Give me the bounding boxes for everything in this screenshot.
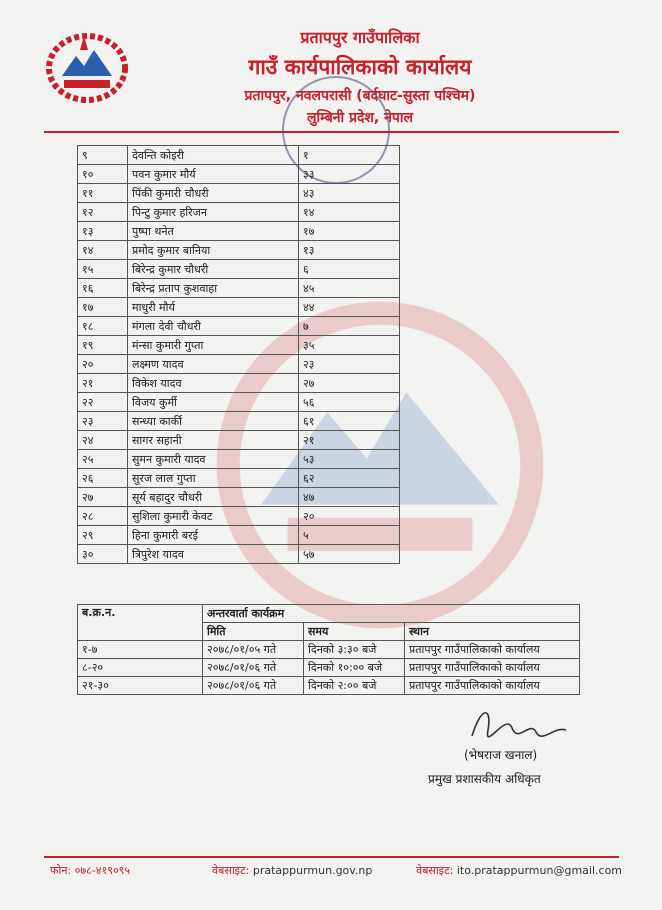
candidate-row bbox=[78, 431, 400, 450]
email-label: वेबसाइट: bbox=[416, 864, 454, 877]
roll-number-cell: ३५ bbox=[299, 336, 400, 355]
serial-cell: १० bbox=[78, 165, 128, 184]
footer-website bbox=[212, 863, 372, 878]
serial-cell: २९ bbox=[78, 526, 128, 545]
roll-number-cell: २१ bbox=[299, 431, 400, 450]
name-cell: पवन कुमार मौर्य bbox=[128, 165, 299, 184]
roll-number-cell: ६ bbox=[299, 260, 400, 279]
roll-number-cell: १३ bbox=[299, 241, 400, 260]
serial-cell: ११ bbox=[78, 184, 128, 203]
serial-cell: २८ bbox=[78, 507, 128, 526]
candidate-row bbox=[78, 469, 400, 488]
name-cell: बिरेन्द्र प्रताप कुशवाहा bbox=[128, 279, 299, 298]
roll-number-cell: २० bbox=[299, 507, 400, 526]
signatory-name: (भेषराज खनाल) bbox=[464, 748, 538, 762]
serial-cell: २२ bbox=[78, 393, 128, 412]
candidate-row bbox=[78, 545, 400, 564]
candidate-row bbox=[78, 355, 400, 374]
signatory-title: प्रमुख प्रशासकीय अधिकृत bbox=[428, 772, 541, 786]
serial-cell: १३ bbox=[78, 222, 128, 241]
name-cell: लक्ष्मण यादव bbox=[128, 355, 299, 374]
schedule-row bbox=[78, 677, 580, 695]
place-cell: प्रतापपुर गाउँपालिकाको कार्यालय bbox=[405, 641, 580, 659]
header-range: ब.क्र.न. bbox=[78, 605, 203, 641]
office-title: गाउँ कार्यपालिकाको कार्यालय bbox=[248, 55, 472, 79]
place-cell: प्रतापपुर गाउँपालिकाको कार्यालय bbox=[405, 659, 580, 677]
roll-number-cell: १ bbox=[299, 146, 400, 165]
serial-cell: ९ bbox=[78, 146, 128, 165]
name-cell: सुरज लाल गुप्ता bbox=[128, 469, 299, 488]
interview-schedule-table bbox=[77, 604, 580, 695]
serial-cell: ३० bbox=[78, 545, 128, 564]
range-cell: २१-३० bbox=[78, 677, 203, 695]
serial-cell: २१ bbox=[78, 374, 128, 393]
name-cell: त्रिपुरेश यादव bbox=[128, 545, 299, 564]
name-cell: सुमन कुमारी यादव bbox=[128, 450, 299, 469]
serial-cell: २७ bbox=[78, 488, 128, 507]
header-program: अन्तरवार्ता कार्यक्रम bbox=[203, 605, 580, 623]
date-cell: २०७८/०१/०५ गते bbox=[203, 641, 304, 659]
candidate-row bbox=[78, 241, 400, 260]
name-cell: पिंकी कुमारी चौधरी bbox=[128, 184, 299, 203]
serial-cell: १२ bbox=[78, 203, 128, 222]
name-cell: हिना कुमारी बरई bbox=[128, 526, 299, 545]
schedule-row bbox=[78, 641, 580, 659]
name-cell: सूर्य बहादुर चौधरी bbox=[128, 488, 299, 507]
province-line: लुम्बिनी प्रदेश, नेपाल bbox=[307, 110, 413, 126]
candidate-row bbox=[78, 165, 400, 184]
serial-cell: २६ bbox=[78, 469, 128, 488]
candidate-row bbox=[78, 146, 400, 165]
schedule-row bbox=[78, 659, 580, 677]
serial-cell: २० bbox=[78, 355, 128, 374]
candidate-row bbox=[78, 298, 400, 317]
roll-number-cell: ३३ bbox=[299, 165, 400, 184]
time-cell: दिनको १०:०० बजे bbox=[304, 659, 405, 677]
name-cell: मंन्सा कुमारी गुप्ता bbox=[128, 336, 299, 355]
phone-value: ०७८-४१९०९५ bbox=[74, 864, 131, 877]
time-cell: दिनको २:०० बजे bbox=[304, 677, 405, 695]
serial-cell: १४ bbox=[78, 241, 128, 260]
roll-number-cell: ४५ bbox=[299, 279, 400, 298]
candidate-row bbox=[78, 317, 400, 336]
date-cell: २०७८/०१/०६ गते bbox=[203, 677, 304, 695]
candidate-row bbox=[78, 184, 400, 203]
header-date: मिति bbox=[203, 623, 304, 641]
serial-cell: १६ bbox=[78, 279, 128, 298]
roll-number-cell: ५६ bbox=[299, 393, 400, 412]
serial-cell: १५ bbox=[78, 260, 128, 279]
candidate-row bbox=[78, 393, 400, 412]
roll-number-cell: ४४ bbox=[299, 298, 400, 317]
roll-number-cell: ७ bbox=[299, 317, 400, 336]
name-cell: सुशिला कुमारी केवट bbox=[128, 507, 299, 526]
candidate-row bbox=[78, 222, 400, 241]
serial-cell: २३ bbox=[78, 412, 128, 431]
serial-cell: २४ bbox=[78, 431, 128, 450]
candidate-row bbox=[78, 203, 400, 222]
time-cell: दिनको ३:३० बजे bbox=[304, 641, 405, 659]
roll-number-cell: ५ bbox=[299, 526, 400, 545]
roll-number-cell: ४३ bbox=[299, 184, 400, 203]
candidate-row bbox=[78, 488, 400, 507]
name-cell: मंगला देवी चौधरी bbox=[128, 317, 299, 336]
roll-number-cell: ४७ bbox=[299, 488, 400, 507]
name-cell: माधुरी मौर्य bbox=[128, 298, 299, 317]
header-time: समय bbox=[304, 623, 405, 641]
serial-cell: १७ bbox=[78, 298, 128, 317]
candidate-row bbox=[78, 450, 400, 469]
footer-rule bbox=[44, 856, 619, 858]
email-link[interactable]: ito.pratappurmun@gmail.com bbox=[456, 864, 623, 877]
range-cell: ८-२० bbox=[78, 659, 203, 677]
roll-number-cell: १७ bbox=[299, 222, 400, 241]
candidate-row bbox=[78, 336, 400, 355]
name-cell: सन्ध्या कार्की bbox=[128, 412, 299, 431]
name-cell: प्रमोद कुमार बानिया bbox=[128, 241, 299, 260]
serial-cell: १८ bbox=[78, 317, 128, 336]
footer-email bbox=[416, 863, 622, 878]
name-cell: पिन्टु कुमार हरिजन bbox=[128, 203, 299, 222]
place-cell: प्रतापपुर गाउँपालिकाको कार्यालय bbox=[405, 677, 580, 695]
phone-label: फोन: bbox=[50, 864, 72, 877]
signature bbox=[462, 700, 572, 748]
footer-phone bbox=[50, 863, 130, 878]
roll-number-cell: ६१ bbox=[299, 412, 400, 431]
candidate-row bbox=[78, 260, 400, 279]
candidate-table bbox=[77, 145, 400, 564]
roll-number-cell: २३ bbox=[299, 355, 400, 374]
roll-number-cell: २७ bbox=[299, 374, 400, 393]
range-cell: १-७ bbox=[78, 641, 203, 659]
candidate-row bbox=[78, 412, 400, 431]
candidate-row bbox=[78, 526, 400, 545]
roll-number-cell: ६२ bbox=[299, 469, 400, 488]
candidate-row bbox=[78, 374, 400, 393]
name-cell: पुष्पा थनेत bbox=[128, 222, 299, 241]
serial-cell: २५ bbox=[78, 450, 128, 469]
roll-number-cell: ५७ bbox=[299, 545, 400, 564]
office-address: प्रतापपुर, नवलपरासी (बर्दघाट-सुस्ता पश्चिम) bbox=[244, 88, 476, 104]
nepal-emblem-logo bbox=[44, 30, 130, 104]
date-cell: २०७८/०१/०६ गते bbox=[203, 659, 304, 677]
candidate-row bbox=[78, 507, 400, 526]
name-cell: सागर सहानी bbox=[128, 431, 299, 450]
name-cell: देवन्ति कोइरी bbox=[128, 146, 299, 165]
roll-number-cell: १४ bbox=[299, 203, 400, 222]
header-place: स्थान bbox=[405, 623, 580, 641]
website-label: वेबसाइट: bbox=[212, 864, 250, 877]
name-cell: विकेश यादव bbox=[128, 374, 299, 393]
municipality-name: प्रतापपुर गाउँपालिका bbox=[300, 28, 420, 47]
name-cell: विजय कुर्मी bbox=[128, 393, 299, 412]
serial-cell: १९ bbox=[78, 336, 128, 355]
website-link[interactable]: pratappurmun.gov.np bbox=[252, 864, 373, 877]
roll-number-cell: ५३ bbox=[299, 450, 400, 469]
name-cell: बिरेन्द्र कुमार चौधरी bbox=[128, 260, 299, 279]
candidate-row bbox=[78, 279, 400, 298]
